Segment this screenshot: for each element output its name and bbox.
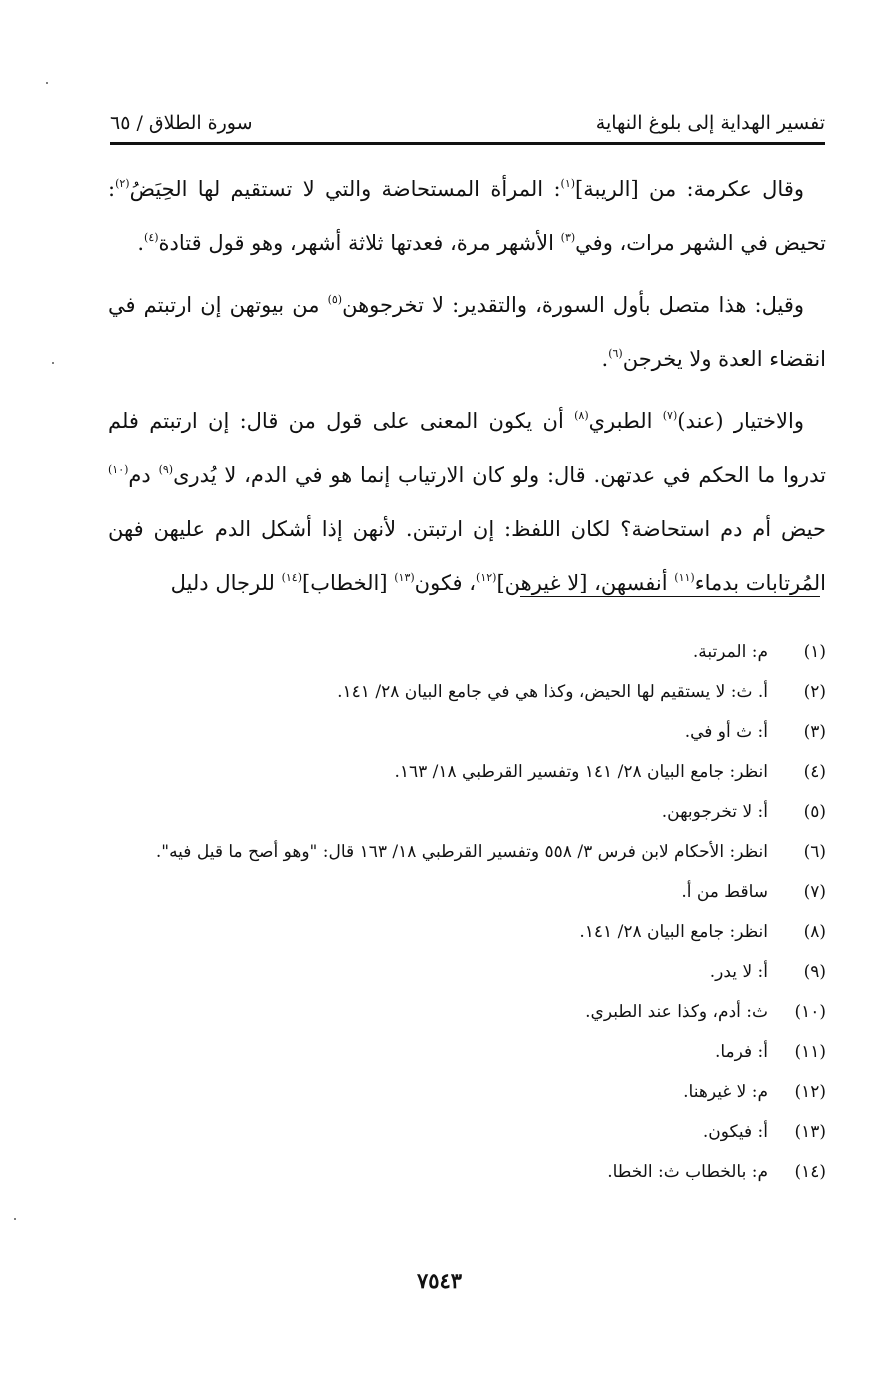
- footnote-marker: (١٤): [281, 571, 302, 584]
- footnote-marker: (٣): [560, 231, 576, 244]
- footnote-text: ساقط من أ.: [681, 882, 768, 902]
- footnote-text: أ: فرما.: [714, 1042, 768, 1062]
- footnotes-list: [108, 632, 826, 1192]
- footnote-item: [108, 952, 826, 992]
- text-segment: الأشهر مرة، فعدتها ثلاثة أشهر، وهو قول قتادة: [158, 231, 561, 255]
- footnote-item: [108, 832, 826, 872]
- footnote-text: م: بالخطاب ث: الخطا.: [607, 1162, 768, 1182]
- footnote-marker: (١١): [674, 571, 695, 584]
- footnote-text: م: لا غيرهنا.: [683, 1082, 768, 1102]
- footnote-text: أ: لا تخرجوبهن.: [661, 802, 768, 822]
- footnote-item: [108, 792, 826, 832]
- footnote-item: [108, 992, 826, 1032]
- text-segment: وقيل: هذا متصل بأول السورة، والتقدير: لا تخرجوهن: [342, 293, 805, 317]
- footnote-marker: (١٣): [394, 571, 415, 584]
- book-title: تفسير الهداية إلى بلوغ النهاية: [595, 112, 825, 134]
- footnote-marker: (٨): [574, 409, 589, 422]
- footnote-number: (١١): [794, 1042, 826, 1062]
- footnote-marker: (٢): [115, 177, 130, 190]
- text-segment: للرجال دليل: [170, 571, 282, 595]
- footnote-item: [108, 672, 826, 712]
- footnote-text: أ: ث أو في.: [684, 722, 768, 742]
- body-paragraph: [108, 162, 826, 270]
- scan-speck: [46, 82, 48, 84]
- footnote-number: (١): [803, 642, 826, 662]
- text-segment: أنفسهن، [لا غيرهن]: [496, 571, 675, 595]
- footnote-item: [108, 1112, 826, 1152]
- footnote-text: انظر: الأحكام لابن فرس ٣/ ٥٥٨ وتفسير القرطبي ١٨/ ١٦٣ قال: "وهو أصح ما قيل فيه".: [155, 842, 768, 862]
- footnote-item: [108, 1152, 826, 1192]
- footnote-marker: (٧): [662, 409, 678, 422]
- text-segment: حيض أم دم استحاضة؟ لكان اللفظ: إن ارتبتن. لأنهن إذا أشكل الدم عليهن فهن المُرتابات بدماء: [108, 517, 826, 595]
- scan-speck: [14, 1218, 16, 1220]
- footnote-text: أ. ث: لا يستقيم لها الحيض، وكذا هي في جامع البيان ٢٨/ ١٤١.: [337, 682, 768, 702]
- footnote-number: (٩): [803, 962, 826, 982]
- footnote-item: [108, 632, 826, 672]
- surah-label: سورة الطلاق / ٦٥: [110, 112, 253, 134]
- footnote-number: (٦): [803, 842, 826, 862]
- footnote-number: (٥): [803, 802, 826, 822]
- text-segment: : المرأة المستحاضة والتي لا تستقيم لها الحِيَضُ: [129, 177, 561, 201]
- footnote-separator: [520, 596, 820, 597]
- footnote-item: [108, 752, 826, 792]
- text-segment: وقال عكرمة: من [الريبة]: [575, 177, 804, 201]
- text-segment: دم: [128, 463, 159, 487]
- footnote-item: [108, 912, 826, 952]
- footnote-text: انظر: جامع البيان ٢٨/ ١٤١ وتفسير القرطبي ١٨/ ١٦٣.: [394, 762, 768, 782]
- footnote-item: [108, 1072, 826, 1112]
- page-number: ٧٥٤٣: [416, 1268, 463, 1293]
- text-segment: والاختيار (عند): [677, 409, 804, 433]
- footnote-number: (١٢): [794, 1082, 826, 1102]
- text-segment: [الخطاب]: [302, 571, 395, 595]
- footnote-number: (١٣): [794, 1122, 826, 1142]
- footnote-text: أ: فيكون.: [702, 1122, 768, 1142]
- footnote-text: أ: لا يدر.: [709, 962, 768, 982]
- body-paragraph: [108, 278, 826, 386]
- footnote-item: [108, 712, 826, 752]
- footnote-text: م: المرتبة.: [692, 642, 768, 662]
- footnote-number: (٨): [803, 922, 826, 942]
- text-segment: .: [601, 347, 609, 371]
- text-segment: أن يكون المعنى على قول من قال: إن ارتبتم فلم تدروا ما الحكم في عدتهن. قال: ولو كان الارتياب إنما هو في الدم، لا يُدرى: [108, 409, 826, 487]
- main-text: [108, 162, 826, 618]
- header-rule: [110, 142, 825, 145]
- footnote-item: [108, 872, 826, 912]
- body-paragraph: [108, 394, 826, 610]
- footnote-marker: (١٢): [476, 571, 497, 584]
- footnote-number: (١٤): [794, 1162, 826, 1182]
- footnote-number: (٤): [803, 762, 826, 782]
- text-segment: .: [137, 231, 145, 255]
- text-segment: : تحيض في الشهر مرات، وفي: [108, 177, 826, 255]
- text-segment: ، فكون: [414, 571, 477, 595]
- footnote-text: ث: أدم، وكذا عند الطبري.: [585, 1002, 768, 1022]
- footnote-marker: (١٠): [108, 463, 129, 476]
- text-segment: من بيوتهن إن ارتبتم في انقضاء العدة ولا يخرجن: [108, 293, 826, 371]
- footnote-number: (٣): [803, 722, 826, 742]
- footnote-marker: (٦): [608, 347, 623, 360]
- footnote-marker: (٤): [144, 231, 159, 244]
- footnote-text: انظر: جامع البيان ٢٨/ ١٤١.: [579, 922, 768, 942]
- footnote-marker: (٩): [158, 463, 174, 476]
- footnote-number: (٧): [803, 882, 826, 902]
- footnote-number: (٢): [803, 682, 826, 702]
- text-segment: الطبري: [588, 409, 663, 433]
- scan-speck: [52, 362, 54, 364]
- footnote-marker: (١): [560, 177, 576, 190]
- footnote-marker: (٥): [327, 293, 343, 306]
- footnote-number: (١٠): [794, 1002, 826, 1022]
- footnote-item: [108, 1032, 826, 1072]
- running-header: [110, 98, 825, 134]
